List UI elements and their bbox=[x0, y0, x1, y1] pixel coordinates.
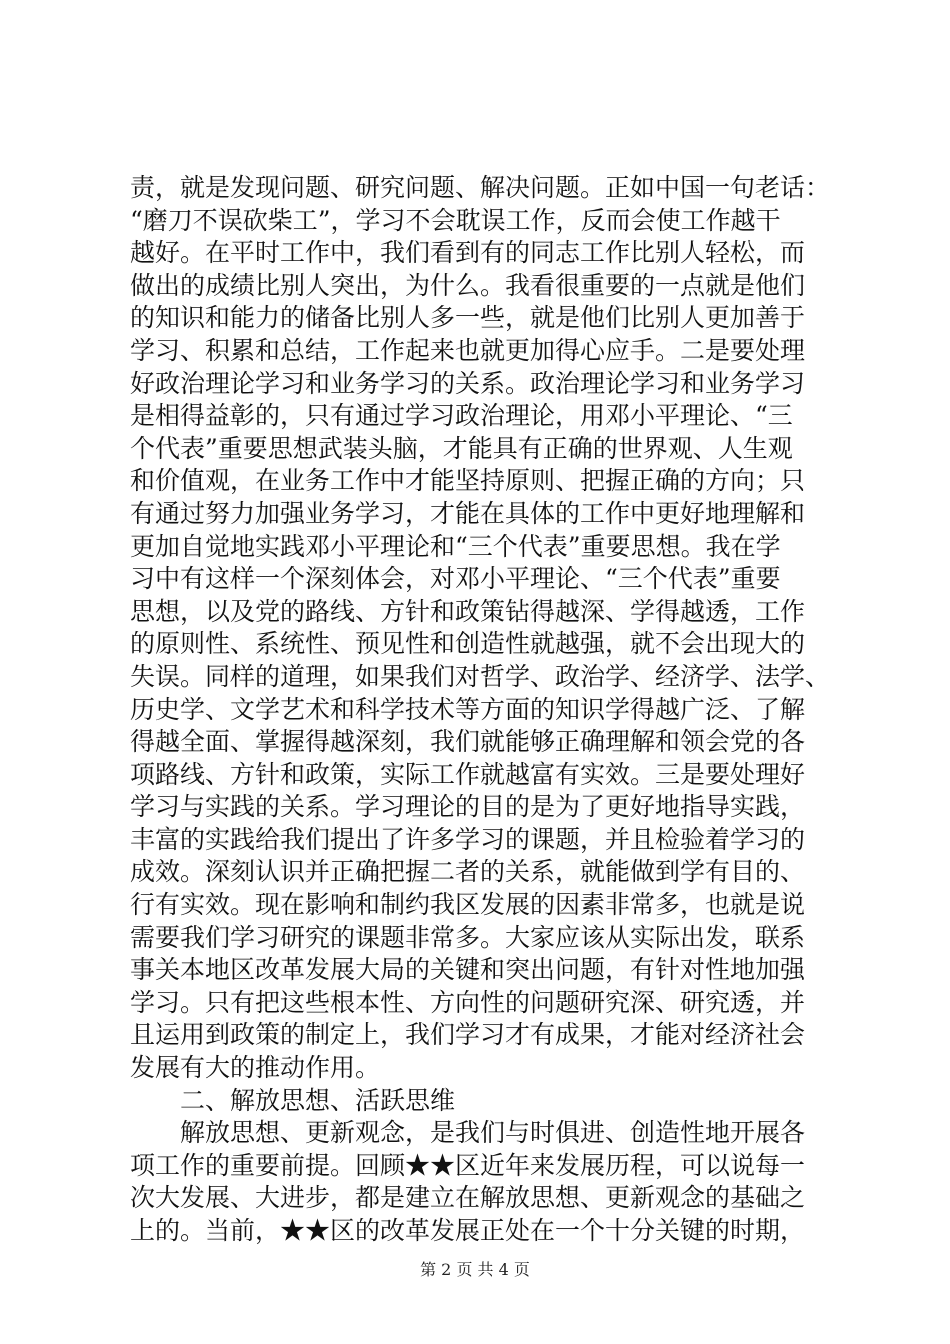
paragraph-line: 做出的成绩比别人突出，为什么。我看很重要的一点就是他们 bbox=[130, 270, 806, 300]
paragraph-line: 学习。只有把这些根本性、方向性的问题研究深、研究透，并 bbox=[130, 987, 806, 1017]
paragraph-line: 需要我们学习研究的课题非常多。大家应该从实际出发，联系 bbox=[130, 922, 806, 952]
paragraph-line: “磨刀不误砍柴工”，学习不会耽误工作，反而会使工作越干 bbox=[130, 205, 781, 235]
paragraph-line: 学习、积累和总结，工作起来也就更加得心应手。二是要处理 bbox=[130, 335, 806, 365]
paragraph-line: 项工作的重要前提。回顾★★区近年来发展历程，可以说每一 bbox=[130, 1150, 806, 1180]
paragraph-line: 学习与实践的关系。学习理论的目的是为了更好地指导实践， bbox=[130, 792, 806, 822]
paragraph-line: 历史学、文学艺术和科学技术等方面的知识学得越广泛、了解 bbox=[130, 694, 806, 724]
paragraph-line: 发展有大的推动作用。 bbox=[130, 1053, 381, 1083]
paragraph-line: 责，就是发现问题、研究问题、解决问题。正如中国一句老话： bbox=[130, 173, 831, 202]
paragraph-line: 上的。当前，★★区的改革发展正处在一个十分关键的时期， bbox=[130, 1216, 806, 1245]
paragraph-line: 项路线、方针和政策，实际工作就越富有实效。三是要处理好 bbox=[130, 759, 806, 789]
paragraph-line: 的知识和能力的储备比别人多一些，就是他们比别人更加善于 bbox=[130, 303, 806, 333]
paragraph-line: 是相得益彰的，只有通过学习政治理论，用邓小平理论、“三 bbox=[130, 401, 793, 431]
page-number-footer: 第 2 页 共 4 页 bbox=[420, 1260, 530, 1279]
paragraph-line: 失误。同样的道理，如果我们对哲学、政治学、经济学、法学、 bbox=[130, 661, 831, 691]
document-body bbox=[130, 172, 830, 1248]
section-heading: 二、解放思想、活跃思维 bbox=[180, 1085, 456, 1115]
paragraph-line: 且运用到政策的制定上，我们学习才有成果，才能对经济社会 bbox=[130, 1020, 806, 1050]
paragraph-line: 次大发展、大进步，都是建立在解放思想、更新观念的基础之 bbox=[130, 1183, 806, 1213]
paragraph-line: 行有实效。现在影响和制约我区发展的因素非常多，也就是说 bbox=[130, 890, 806, 920]
paragraph-line: 和价值观，在业务工作中才能坚持原则、把握正确的方向；只 bbox=[130, 466, 806, 496]
paragraph-line: 有通过努力加强业务学习，才能在具体的工作中更好地理解和 bbox=[130, 498, 806, 528]
paragraph-line: 思想，以及党的路线、方针和政策钻得越深、学得越透，工作 bbox=[130, 596, 806, 626]
paragraph-line: 得越全面、掌握得越深刻，我们就能够正确理解和领会党的各 bbox=[130, 727, 806, 757]
paragraph-line: 越好。在平时工作中，我们看到有的同志工作比别人轻松，而 bbox=[130, 238, 806, 268]
paragraph-line: 个代表”重要思想武装头脑，才能具有正确的世界观、人生观 bbox=[130, 433, 793, 463]
paragraph-line: 习中有这样一个深刻体会，对邓小平理论、“三个代表”重要 bbox=[130, 564, 781, 594]
paragraph-line: 好政治理论学习和业务学习的关系。政治理论学习和业务学习 bbox=[130, 368, 806, 398]
paragraph-line: 事关本地区改革发展大局的关键和突出问题，有针对性地加强 bbox=[130, 955, 806, 985]
paragraph-line: 更加自觉地实践邓小平理论和“三个代表”重要思想。我在学 bbox=[130, 531, 781, 561]
paragraph-line: 成效。深刻认识并正确把握二者的关系，就能做到学有目的、 bbox=[130, 857, 806, 887]
paragraph-line: 的原则性、系统性、预见性和创造性就越强，就不会出现大的 bbox=[130, 629, 806, 659]
paragraph-line: 丰富的实践给我们提出了许多学习的课题，并且检验着学习的 bbox=[130, 824, 806, 854]
paragraph-line: 解放思想、更新观念，是我们与时俱进、创造性地开展各 bbox=[180, 1118, 806, 1148]
